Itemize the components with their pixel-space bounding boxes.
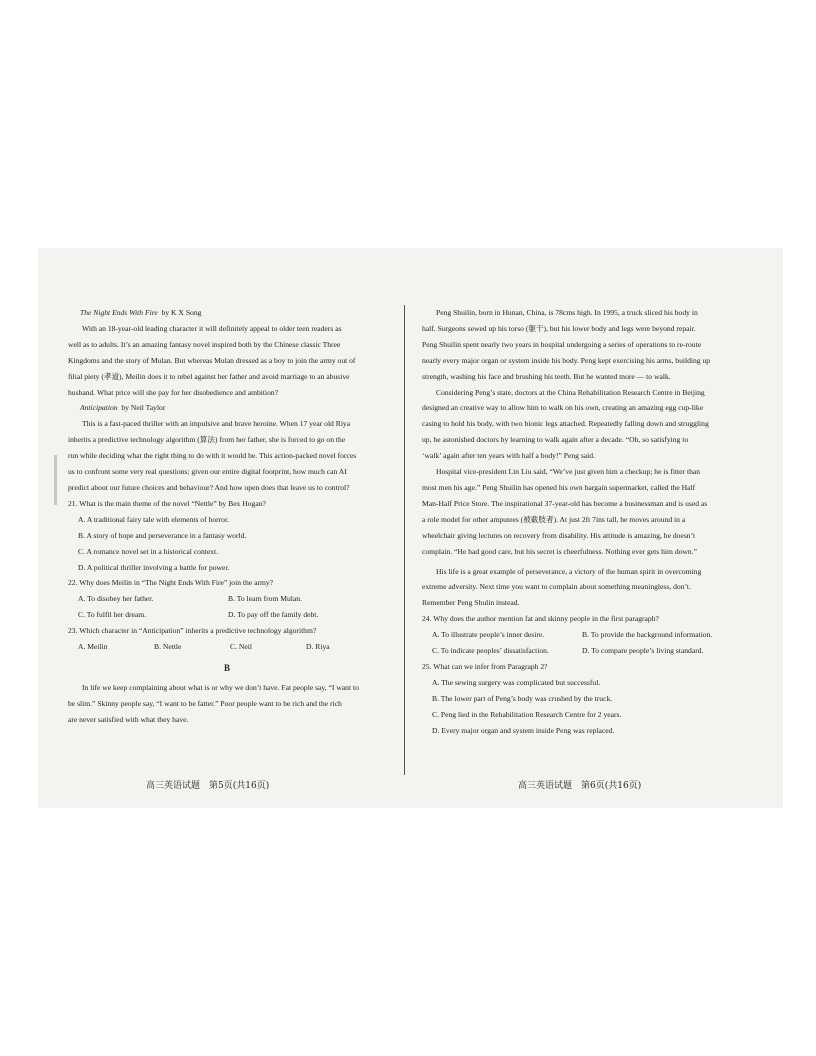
text-line: Hospital vice-president Lin Liu said, “We’ve just given him a checkup; he is fitter than xyxy=(436,467,701,477)
q22-option-c: C. To fulfil her dream. xyxy=(78,610,147,620)
text-line: predict about our future choices and behaviour? And how open does that leave us to control? xyxy=(68,482,350,492)
left-page-column xyxy=(68,305,386,728)
text-line: well as to adults. It’s an amazing fantasy novel inspired both by the Chinese classic Three xyxy=(68,339,341,349)
question-22: 22. Why does Meilin in “The Night Ends With Fire” join the army? xyxy=(68,578,274,588)
text-line: are never satisfied with what they have. xyxy=(68,714,189,724)
q24-option-a: A. To illustrate people’s inner desire. xyxy=(432,630,545,640)
text-line: strength, washing his face and brushing his teeth. But he wanted more — to walk. xyxy=(422,371,671,381)
q22-options-row-2 xyxy=(68,607,386,623)
q21-option-d: D. A political thriller involving a battle for power. xyxy=(78,562,230,572)
q24-option-d: D. To compare people’s living standard. xyxy=(582,646,704,656)
scan-blotch xyxy=(54,455,57,505)
question-24: 24. Why does the author mention fat and skinny people in the first paragraph? xyxy=(422,614,659,624)
peng-paragraph-2 xyxy=(422,385,740,465)
text-line: extreme adversity. Next time you want to complain about something meaningless, don’t. xyxy=(422,582,691,592)
text-line: designed an creative way to allow him to walk on his own, creating an amazing egg cup-like xyxy=(422,403,704,413)
text-line: Considering Peng’s state, doctors at the China Rehabilitation Research Centre in Beijing xyxy=(436,387,705,397)
anticipation-author: by Neil Taylor xyxy=(121,403,166,413)
peng-paragraph-4 xyxy=(422,564,740,612)
text-line: filial piety (孝道), Meilin does it to rebel against her father and avoid marriage to an abusive xyxy=(68,371,350,381)
q23-option-d: D. Riya xyxy=(306,642,330,652)
q25-option-a: A. The sewing surgery was complicated but successful. xyxy=(432,677,601,687)
q22-option-d: D. To pay off the family debt. xyxy=(228,610,319,620)
night-ends-heading xyxy=(68,305,386,321)
q22-options-row-1 xyxy=(68,591,386,607)
text-line: half. Surgeons sewed up his torso (躯干), but his lower body and legs were beyond repair. xyxy=(422,323,696,333)
q22-option-b: B. To learn from Mulan. xyxy=(228,594,302,604)
section-b-heading: B xyxy=(223,662,230,673)
text-line: His life is a great example of perseverance, a victory of the human spirit in overcoming xyxy=(436,566,702,576)
peng-paragraph-3 xyxy=(422,464,740,559)
text-line: Peng Shuilin spent nearly two years in hospital undergoing a series of operations to re-route xyxy=(422,339,702,349)
q23-option-c: C. Neil xyxy=(230,642,252,652)
q21-option-c: C. A romance novel set in a historical context. xyxy=(78,546,219,556)
q25-option-b: B. The lower part of Peng’s body was crushed by the truck. xyxy=(432,693,613,703)
text-line: up, he astonished doctors by learning to walk again after a decade. “Oh, so satisfying to xyxy=(422,435,689,445)
night-ends-title: The Night Ends With Fire xyxy=(80,308,158,317)
question-23: 23. Which character in “Anticipation” inherits a predictive technology algorithm? xyxy=(68,626,317,636)
text-line: casing to hold his body, with two bionic legs attached. Repeatedly falling down and struggling xyxy=(422,419,709,429)
text-line: Remember Peng Shulin instead. xyxy=(422,598,520,608)
text-line: a role model for other amputees (被截肢者). At just 2ft 7ins tall, he moves around in a xyxy=(422,514,686,524)
text-line: Peng Shuilin, born in Hunan, China, is 78cms high. In 1995, a truck sliced his body in xyxy=(436,308,698,317)
text-line: us to confront some very real questions; given our entire digital footprint, how much can AI xyxy=(68,467,347,477)
text-line: inherits a predictive technology algorithm (算法) from her father, she is forced to go on the xyxy=(68,435,346,445)
q25-option-d: D. Every major organ and system inside Peng was replaced. xyxy=(432,725,615,735)
q24-options-row-2 xyxy=(422,643,740,659)
text-line: be slim.” Skinny people say, “I want to be fatter.” Poor people want to be rich and the rich xyxy=(68,698,342,708)
peng-paragraph-1 xyxy=(422,305,740,385)
text-line: This is a fast-paced thriller with an impulsive and brave heroine. When 17 year old Riya xyxy=(82,419,351,429)
text-line: nearly every major organ or system inside his body. Peng kept exercising his arms, building up xyxy=(422,355,711,365)
q21-option-a: A. A traditional fairy tale with elements of horror. xyxy=(78,514,229,524)
q21-option-b: B. A story of hope and perseverance in a fantasy world. xyxy=(78,530,247,540)
column-divider xyxy=(404,305,405,775)
text-line: ‘walk’ again after ten years with half a body!” Peng said. xyxy=(422,451,595,461)
page-6-footer: 高三英语试题 第6页(共16页) xyxy=(518,781,642,791)
night-ends-author: by K X Song xyxy=(161,308,202,317)
right-page-column xyxy=(422,305,740,738)
text-line: most men his age.” Peng Shuilin has opened his own bargain supermarket, called the Half xyxy=(422,482,696,492)
question-21: 21. What is the main theme of the novel “Nettle” by Bex Hogan? xyxy=(68,498,266,508)
text-line: complain. “He had good care, but his secret is cheerfulness. Nothing ever gets him down.” xyxy=(422,546,697,556)
text-line: wheelchair giving lectures on recovery from disability. His attitude is amazing, he doesn’t xyxy=(422,530,696,540)
text-line: husband. What price will she pay for her disobedience and ambition? xyxy=(68,387,279,397)
q22-option-a: A. To disobey her father. xyxy=(78,594,154,604)
question-25: 25. What can we infer from Paragraph 2? xyxy=(422,661,548,671)
text-line: Kingdoms and the story of Mulan. But whereas Mulan dressed as a boy to join the army out of xyxy=(68,355,356,365)
anticipation-title: Anticipation xyxy=(80,403,118,413)
passage-b-intro xyxy=(68,680,386,728)
q25-option-c: C. Peng lied in the Rehabilitation Research Centre for 2 years. xyxy=(432,709,622,719)
q24-options-row-1 xyxy=(422,627,740,643)
text-line: With an 18-year-old leading character it will definitely appeal to older teen readers as xyxy=(82,323,342,333)
q24-option-b: B. To provide the background information. xyxy=(582,630,713,640)
q23-option-a: A. Meilin xyxy=(78,642,108,652)
q23-options-row xyxy=(68,639,386,655)
q23-option-b: B. Nettle xyxy=(154,642,182,652)
anticipation-paragraph xyxy=(68,416,386,496)
page-5-footer: 高三英语试题 第5页(共16页) xyxy=(146,781,270,791)
text-line: run while deciding what the right thing to do with it would be. This action-packed novel forces xyxy=(68,451,357,461)
q24-option-c: C. To indicate peoples’ dissatisfaction. xyxy=(432,646,549,656)
text-line: Man-Half Price Store. The inspirational 37-year-old has become a businessman and is used as xyxy=(422,498,708,508)
anticipation-heading xyxy=(68,400,386,416)
text-line: In life we keep complaining about what is or why we don’t have. Fat people say, “I want to xyxy=(82,682,359,692)
night-ends-paragraph xyxy=(68,321,386,401)
